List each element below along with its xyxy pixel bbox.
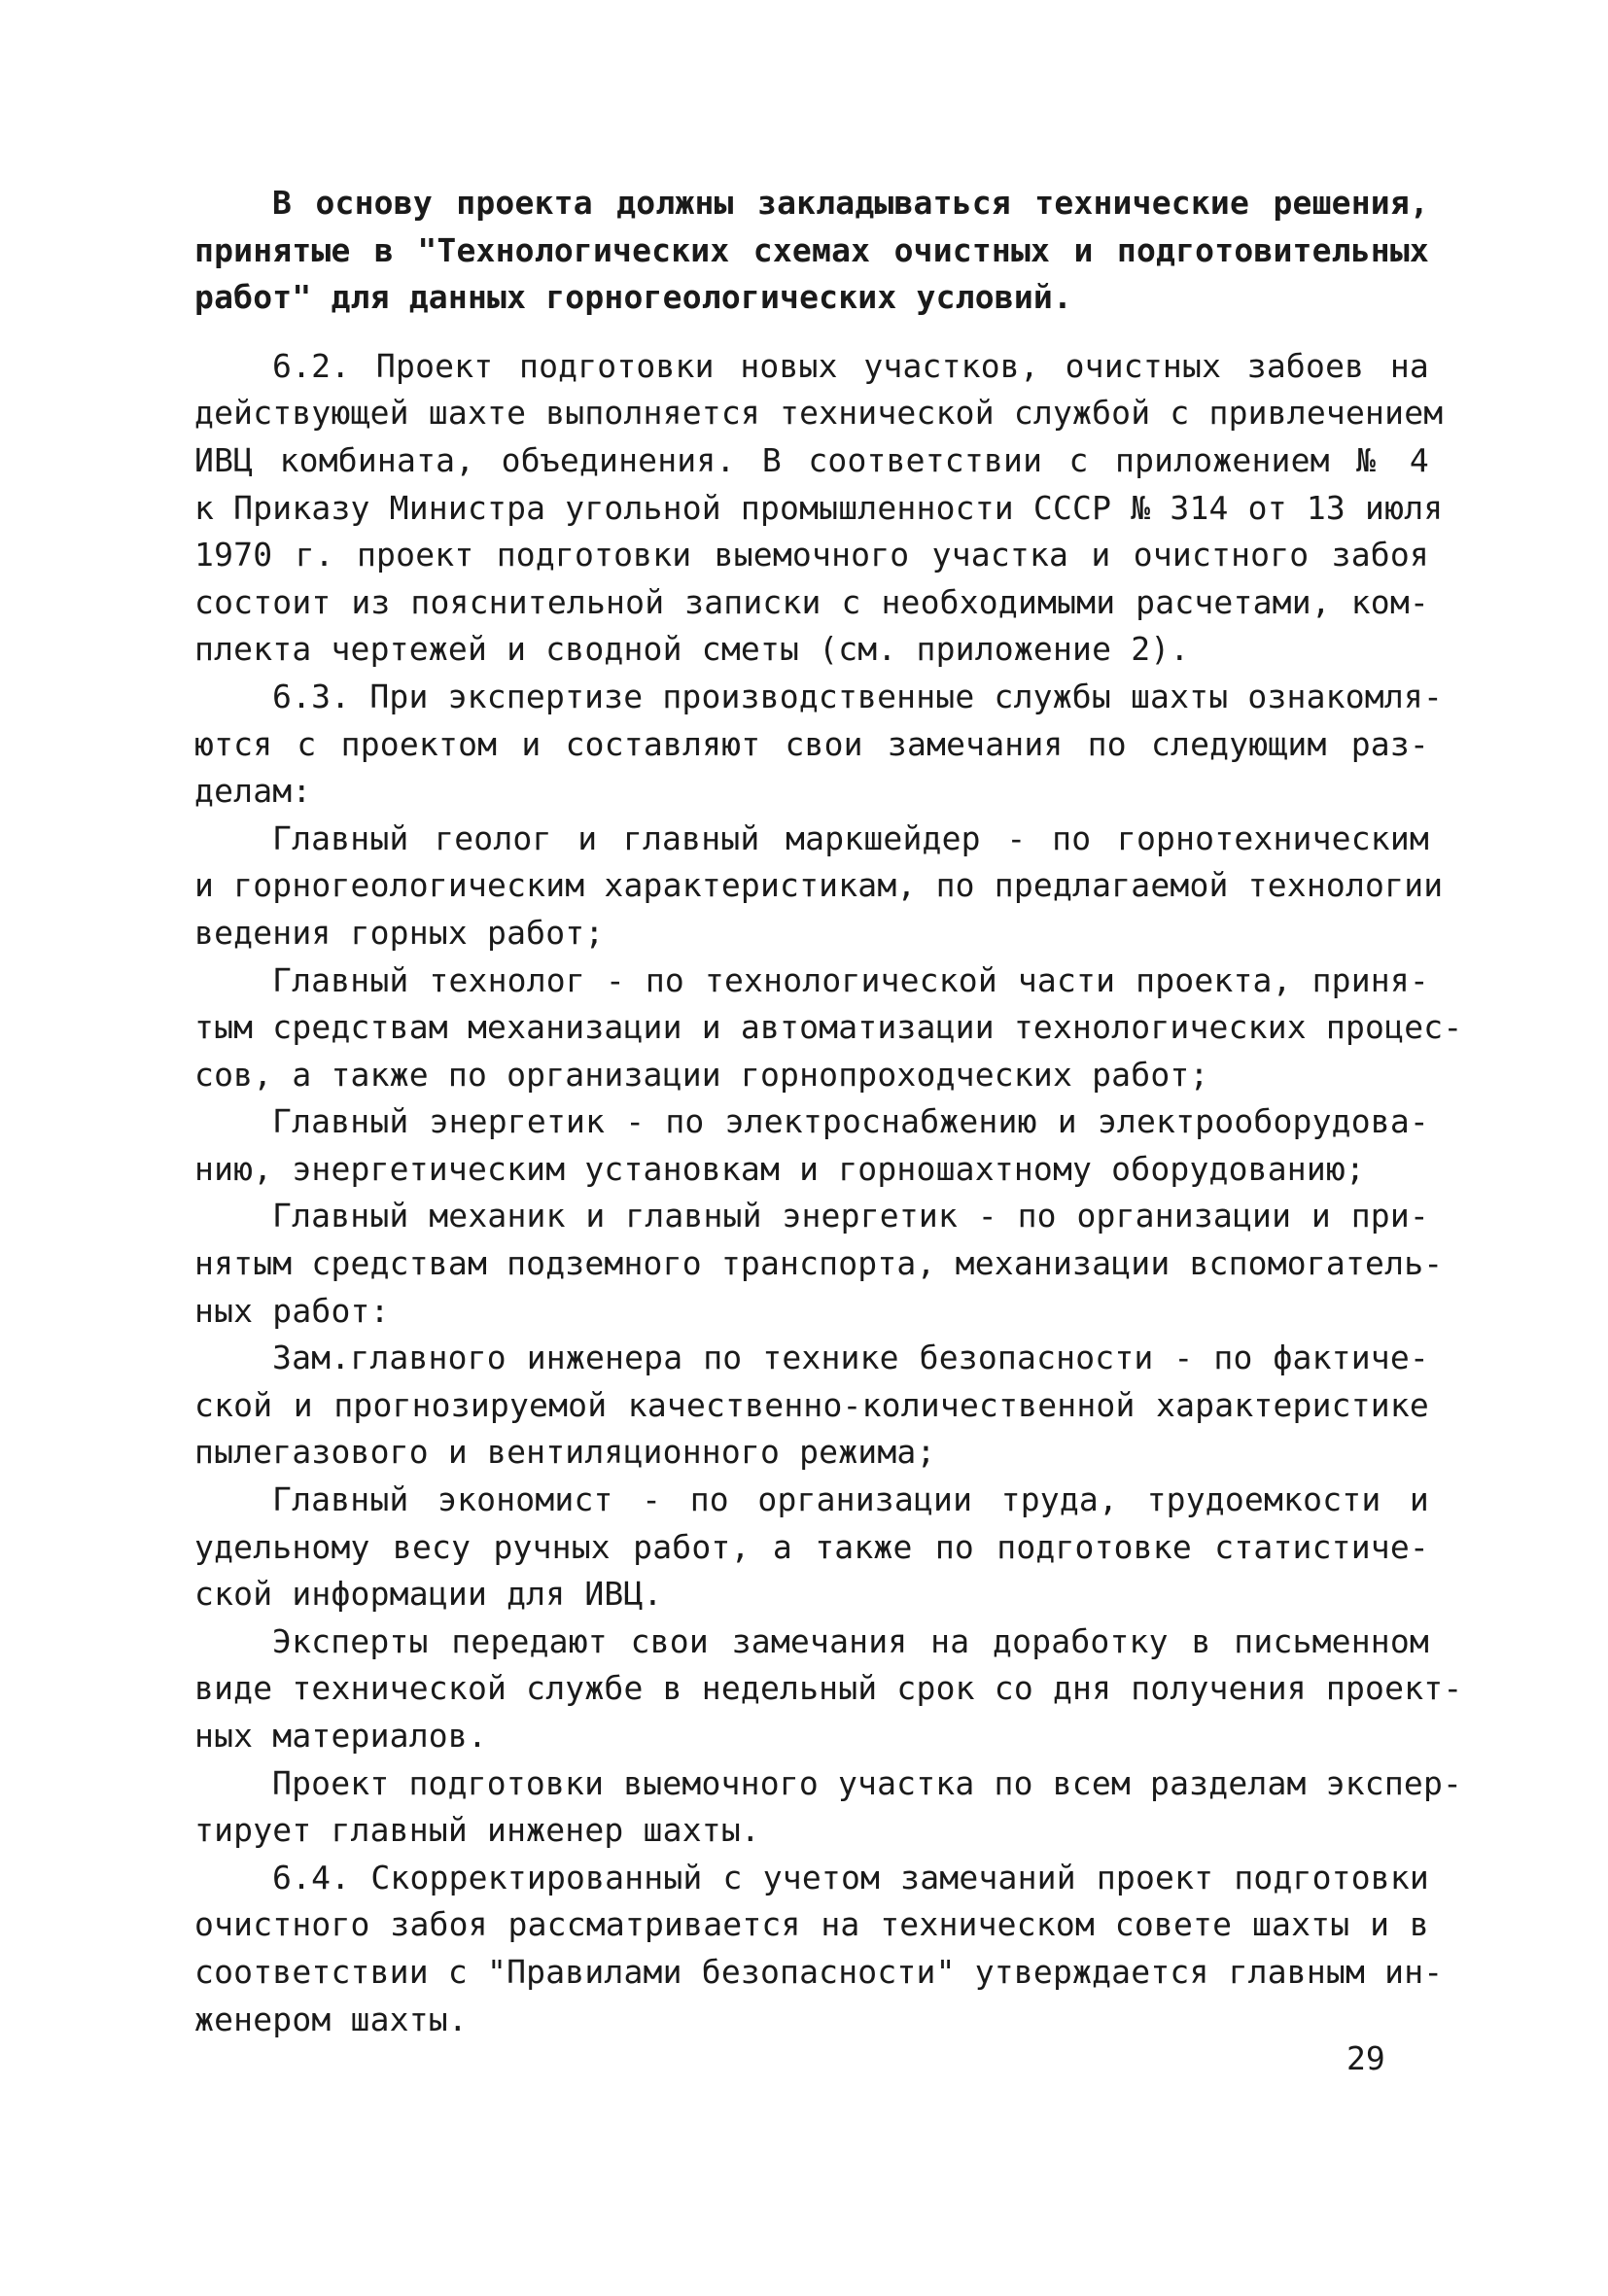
text-line: нию, энергетическим установкам и горношахтному оборудованию; [194,1149,1366,1188]
document-body [194,180,1463,2043]
text-line: 6.4. Скорректированный с учетом замечаний проект подготовки [272,1858,1429,1896]
text-line: 1970 г. проект подготовки выемочного участка и очистного забоя [194,536,1429,574]
paragraph-intro [194,180,1429,322]
text-line: В основу проекта должны закладываться технические решения, [272,184,1429,222]
paragraph-6-2 [194,343,1444,674]
text-line: ных работ: [194,1291,390,1330]
item-tb [194,1335,1429,1477]
text-line: Эксперты передают свои замечания на доработку в письменном [272,1621,1429,1660]
text-line: ведения горных работ; [194,913,605,952]
text-line: ИВЦ комбината, объединения. В соответствии с приложением № 4 [194,440,1429,479]
text-line: работ" для данных горногеологических условий. [194,278,1073,317]
text-line: 6.2. Проект подготовки новых участков, очистных забоев на [272,346,1429,385]
text-line: Проект подготовки выемочного участка по всем разделам экспер- [272,1763,1463,1802]
item-ekonomist [194,1477,1429,1618]
text-line: Главный экономист - по организации труда, трудоемкости и [272,1480,1429,1519]
text-line: Главный геолог и главный маркшейдер - по горнотехническим [272,818,1429,857]
item-eksperty [194,1618,1463,1760]
item-energetik [194,1098,1429,1193]
paragraph-gap [194,322,1429,343]
text-line: делам: [194,772,312,811]
text-line: к Приказу Министра угольной промышленности СССР № 314 от 13 июля [194,488,1444,527]
text-line: Главный технолог - по технологической части проекта, приня- [272,960,1429,999]
item-mehanik [194,1193,1444,1335]
item-geolog [194,816,1444,957]
text-line: плекта чертежей и сводной сметы (см. приложение 2). [194,630,1190,669]
item-proekt [194,1760,1463,1855]
text-line: тирует главный инженер шахты. [194,1811,760,1850]
text-line: женером шахты. [194,2000,468,2038]
text-line: очистного забоя рассматривается на техническом совете шахты и в [194,1905,1429,1944]
text-line: Главный механик и главный энергетик - по организации и при- [272,1197,1429,1235]
text-line: состоит из пояснительной записки с необходимыми расчетами, ком- [194,582,1429,621]
text-line: ных материалов. [194,1717,488,1755]
text-line: пылегазового и вентиляционного режима; [194,1433,936,1472]
text-line: тым средствам механизации и автоматизации технологических процес- [194,1008,1463,1047]
text-line: сов, а также по организации горнопроходческих работ; [194,1055,1209,1094]
paragraph-6-4 [194,1855,1444,2043]
text-line: и горногеологическим характеристикам, по предлагаемой технологии [194,866,1444,905]
page-number: 29 [1346,2039,1385,2077]
text-line: соответствии с "Правилами безопасности" утверждается главным ин- [194,1952,1444,1991]
item-tehnolog [194,957,1463,1099]
text-line: виде технической службе в недельный срок со дня получения проект- [194,1669,1463,1708]
text-line: ются с проектом и составляют свои замечания по следующим раз- [194,724,1429,763]
text-line: удельному весу ручных работ, а также по подготовке статистиче- [194,1527,1429,1566]
text-line: ской и прогнозируемой качественно-количественной характеристике [194,1385,1429,1424]
text-line: Главный энергетик - по электроснабжению и электрооборудова- [272,1102,1429,1141]
text-line: ской информации для ИВЦ. [194,1575,663,1614]
text-line: 6.3. При экспертизе производственные службы шахты ознакомля- [272,677,1444,715]
paragraph-6-3 [194,674,1444,816]
text-line: принятые в "Технологических схемах очистных и подготовительных [194,230,1429,269]
text-line: нятым средствам подземного транспорта, механизации вспомогатель- [194,1244,1444,1283]
text-line: действующей шахте выполняется технической службой с привлечением [194,394,1444,433]
text-line: Зам.главного инженера по технике безопасности - по фактиче- [272,1339,1429,1377]
